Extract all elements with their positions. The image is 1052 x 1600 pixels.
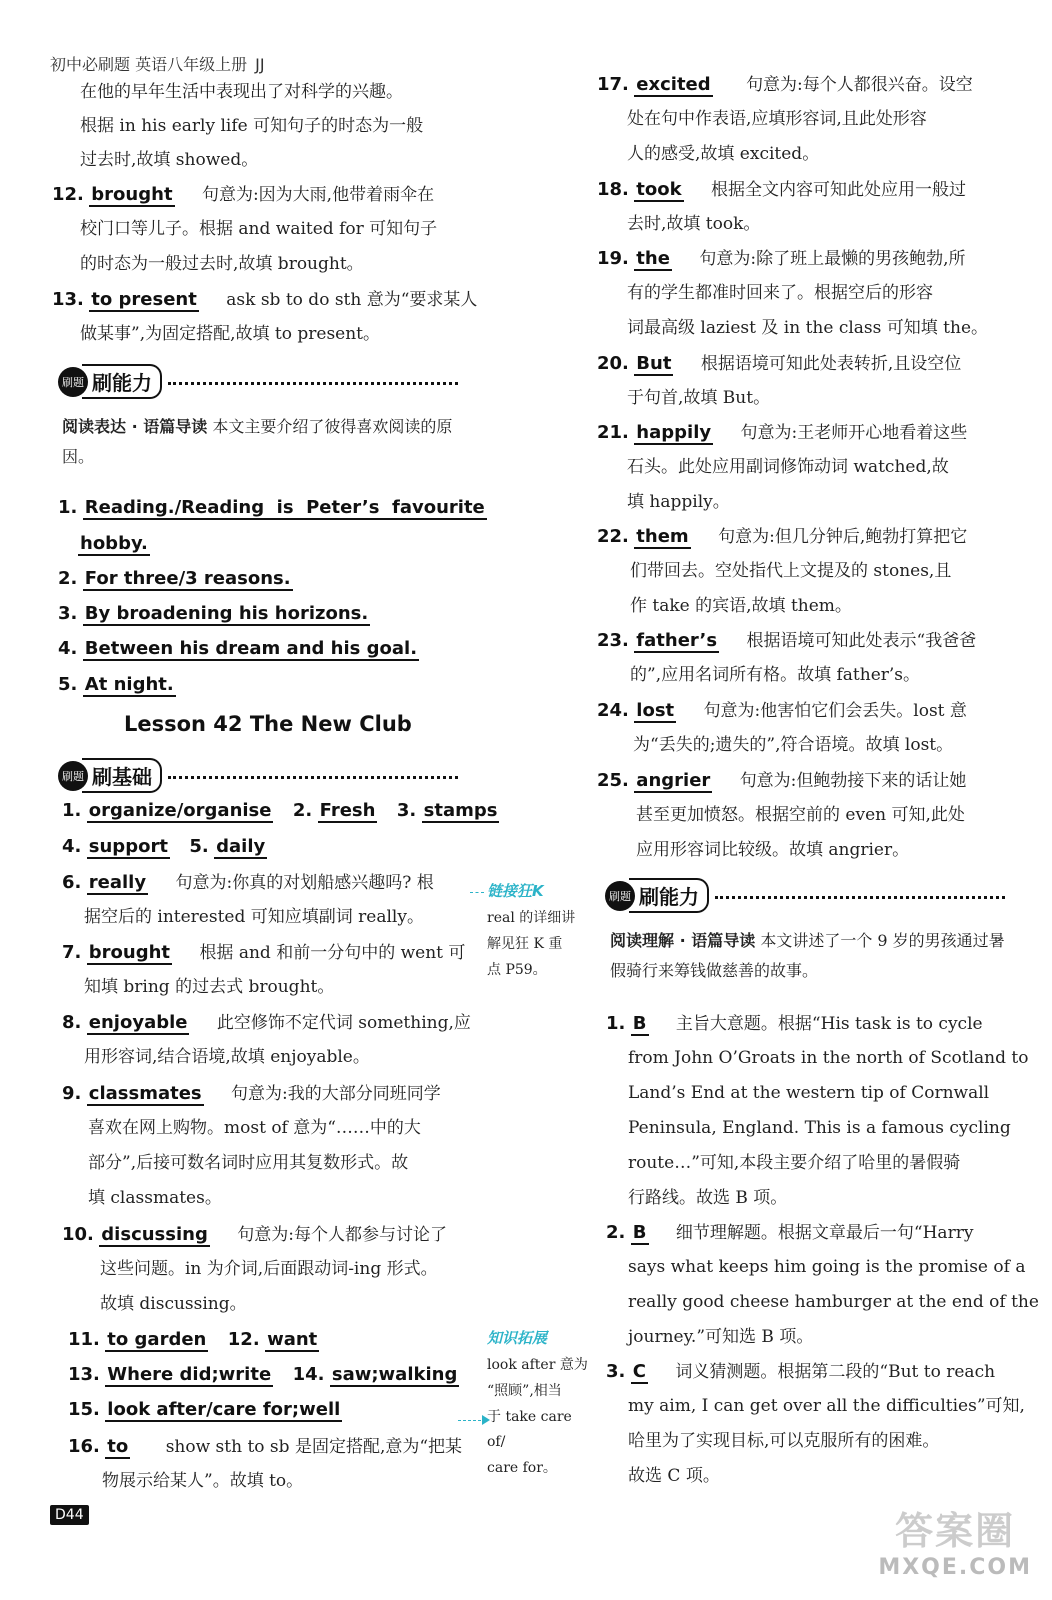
explanation: 的时态为一般过去时,故填 brought。 <box>80 254 364 274</box>
answer-row <box>62 802 499 823</box>
page-number-label: D44 <box>50 1505 89 1525</box>
continuation-line: 根据 in his early life 可知句子的时态为一般 <box>80 116 424 136</box>
explanation: 根据全文内容可知此处应用一般过 <box>711 180 967 200</box>
answer-text: to garden <box>107 1329 207 1350</box>
explanation: 细节理解题。根据文章最后一句“Harry <box>675 1223 974 1243</box>
section-heading-ability <box>605 878 1005 913</box>
answer-text: brought <box>88 942 171 963</box>
guide-prefix: 阅读理解 · 语篇导读 <box>610 931 756 950</box>
answer-item <box>606 1224 973 1245</box>
answer-text: Fresh <box>319 800 376 821</box>
explanation: 句意为:但鲍勃接下来的话让她 <box>739 771 967 791</box>
answer-text: want <box>267 1329 318 1350</box>
item-number: 3. <box>606 1361 626 1382</box>
answer-item <box>597 76 973 97</box>
explanation: 词义猜测题。根据第二段的“But to reach <box>675 1362 996 1382</box>
answer-item <box>58 570 293 591</box>
item-number: 13. <box>68 1364 100 1385</box>
item-number: 17. <box>597 74 629 95</box>
item-number: 5. <box>189 836 209 857</box>
side-note-extension <box>487 1325 592 1482</box>
answer-item <box>597 181 966 202</box>
item-number: 10. <box>62 1224 94 1245</box>
guide-text: 本文讲述了一个 9 岁的男孩通过暑假骑行来筹钱做慈善的故事。 <box>610 931 1005 981</box>
explanation: 为“丢失的;遗失的”,符合语境。故填 lost。 <box>633 735 954 755</box>
answer-item <box>597 772 966 793</box>
section-label: 刷能力 <box>82 364 162 399</box>
answer-item <box>62 1014 471 1035</box>
page-number <box>50 1505 89 1525</box>
answer-text: look after/care for;well <box>107 1399 341 1420</box>
pencil-book-icon: 刷题 <box>58 367 88 397</box>
explanation: show sth to sb 是固定搭配,意为“把某 <box>165 1437 463 1457</box>
answer-item <box>597 355 961 376</box>
explanation: 哈里为了实现目标,可以克服所有的困难。 <box>628 1431 940 1451</box>
explanation: 句意为:我的大部分同班同学 <box>231 1084 441 1104</box>
item-number: 15. <box>68 1399 100 1420</box>
answer-text: Where did;write <box>107 1364 272 1385</box>
guide-prefix: 阅读表达 · 语篇导读 <box>62 417 208 436</box>
answer-text: father’s <box>636 630 718 651</box>
item-number: 23. <box>597 630 629 651</box>
section-heading-ability <box>58 364 458 399</box>
explanation: 甚至更加愤怒。根据空前的 even 可知,此处 <box>636 805 965 825</box>
explanation: 去时,故填 took。 <box>627 214 761 234</box>
item-number: 1. <box>58 497 78 518</box>
explanation: 校门口等儿子。根据 and waited for 可知句子 <box>80 219 438 239</box>
answer-item <box>597 528 967 549</box>
item-number: 3. <box>58 603 78 624</box>
answer-text: By broadening his horizons. <box>84 603 369 624</box>
note-line: real 的详细讲 <box>487 909 576 926</box>
item-number: 24. <box>597 700 629 721</box>
item-number: 13. <box>52 289 84 310</box>
item-number: 6. <box>62 872 82 893</box>
answer-item <box>62 1085 441 1106</box>
answer-text: excited <box>636 74 711 95</box>
guide-text: 本文主要介绍了彼得喜欢阅读的原因。 <box>62 417 453 467</box>
item-number: 11. <box>68 1329 100 1350</box>
explanation: 的”,应用名词所有格。故填 father’s。 <box>630 665 921 685</box>
explanation: 句意为:因为大雨,他带着雨伞在 <box>201 185 435 205</box>
answer-text: lost <box>636 700 675 721</box>
section-badge <box>605 878 709 913</box>
answer-text: hobby. <box>80 533 148 554</box>
section-label: 刷基础 <box>82 758 162 793</box>
answer-item <box>597 250 965 271</box>
answer-row <box>68 1401 342 1422</box>
dotted-divider <box>168 776 458 779</box>
answer-row <box>68 1331 319 1352</box>
explanation: 主旨大意题。根据“His task is to cycle <box>675 1014 983 1034</box>
watermark-logo: 答案圈 <box>895 1509 1016 1553</box>
item-number: 5. <box>58 674 78 695</box>
answer-text: classmates <box>88 1083 202 1104</box>
answer-item <box>68 1438 462 1459</box>
item-number: 3. <box>396 800 417 821</box>
header-edition: JJ <box>255 55 265 74</box>
answer-text: took <box>636 179 682 200</box>
continuation-line: 在他的早年生活中表现出了对科学的兴趣。 <box>80 82 403 102</box>
answer-text: For three/3 reasons. <box>84 568 291 589</box>
dotted-divider <box>168 382 458 385</box>
answer-text: to present <box>91 289 197 310</box>
explanation: 人的感受,故填 excited。 <box>627 144 820 164</box>
answer-text: discussing <box>101 1224 208 1245</box>
answer-text: enjoyable <box>88 1012 188 1033</box>
note-line: 解见狂 K 重 <box>487 935 563 952</box>
answer-text: At night. <box>84 674 174 695</box>
answer-text: C <box>632 1361 646 1382</box>
item-number: 2. <box>292 800 313 821</box>
explanation: 根据 and 和前一分句中的 went 可 <box>199 943 466 963</box>
explanation: really good cheese hamburger at the end of the <box>628 1292 1039 1312</box>
answer-item <box>78 535 150 556</box>
answer-text: organize/organise <box>88 800 272 821</box>
section-label: 刷能力 <box>629 878 709 913</box>
note-title: 链接狂K <box>487 882 544 900</box>
side-note-link <box>487 878 592 983</box>
explanation: 故填 discussing。 <box>100 1294 247 1314</box>
item-number: 12. <box>227 1329 260 1350</box>
note-line: “照顾”,相当 <box>487 1382 562 1399</box>
explanation: 部分”,后接可数名词时应用其复数形式。故 <box>88 1153 409 1173</box>
explanation: 句意为:但几分钟后,鲍勃打算把它 <box>718 527 968 547</box>
answer-item <box>62 944 465 965</box>
explanation: 填 classmates。 <box>88 1188 222 1208</box>
explanation: 们带回去。空处指代上文提及的 stones,且 <box>630 561 952 581</box>
item-number: 12. <box>52 184 84 205</box>
explanation: Land’s End at the western tip of Cornwall <box>628 1083 990 1103</box>
explanation: 石头。此处应用副词修饰动词 watched,故 <box>627 457 949 477</box>
item-number: 14. <box>292 1364 325 1385</box>
explanation: 行路线。故选 B 项。 <box>628 1188 788 1208</box>
explanation: 句意为:除了班上最懒的男孩鲍勃,所 <box>699 249 966 269</box>
page-header <box>50 52 265 75</box>
note-line: 点 P59。 <box>487 961 547 978</box>
explanation: 做某事”,为固定搭配,故填 to present。 <box>80 324 381 344</box>
answer-text: happily <box>636 422 712 443</box>
explanation: 物展示给某人”。故填 to。 <box>102 1471 304 1491</box>
item-number: 25. <box>597 770 629 791</box>
answer-item <box>58 499 487 520</box>
note-line: care for。 <box>487 1460 557 1477</box>
answer-text: support <box>88 836 168 857</box>
answer-item <box>62 874 434 895</box>
section-heading-basics <box>58 758 458 793</box>
item-number: 2. <box>58 568 78 589</box>
lesson-title: Lesson 42 The New Club <box>124 712 412 736</box>
explanation: 句意为:每个人都很兴奋。设空 <box>746 75 973 95</box>
explanation: 句意为:你真的对划船感兴趣吗? 根 <box>175 873 434 893</box>
watermark-url: MXQE.COM <box>878 1555 1032 1580</box>
item-number: 16. <box>68 1436 100 1457</box>
explanation: 句意为:每个人都参与讨论了 <box>237 1225 447 1245</box>
note-line: look after 意为 <box>487 1356 588 1373</box>
explanation: 据空后的 interested 可知应填副词 really。 <box>84 907 424 927</box>
note-connector <box>470 892 484 893</box>
explanation: 词最高级 laziest 及 in the class 可知填 the。 <box>627 318 989 338</box>
explanation: journey.”可知选 B 项。 <box>628 1327 814 1347</box>
explanation: 根据语境可知此处表转折,且设空位 <box>700 354 962 374</box>
pencil-book-icon: 刷题 <box>605 881 635 911</box>
answer-row <box>68 1366 459 1387</box>
explanation: 用形容词,结合语境,故填 enjoyable。 <box>84 1047 370 1067</box>
item-number: 20. <box>597 353 629 374</box>
answer-item <box>58 640 419 661</box>
answer-text: But <box>636 353 672 374</box>
item-number: 4. <box>62 836 82 857</box>
answer-item <box>58 676 176 697</box>
answer-text: brought <box>91 184 173 205</box>
explanation: 填 happily。 <box>627 492 730 512</box>
explanation: Peninsula, England. This is a famous cycling <box>628 1118 1011 1138</box>
explanation: 喜欢在网上购物。most of 意为“……中的大 <box>88 1118 421 1138</box>
item-number: 18. <box>597 179 629 200</box>
answer-text: them <box>636 526 689 547</box>
explanation: 作 take 的宾语,故填 them。 <box>630 596 852 616</box>
answer-text: Reading./Reading is Peter’s favourite <box>84 497 485 518</box>
answer-text: Between his dream and his goal. <box>84 638 418 659</box>
explanation: 于句首,故填 But。 <box>627 388 771 408</box>
explanation: 知填 bring 的过去式 brought。 <box>84 977 335 997</box>
explanation: 处在句中作表语,应填形容词,且此处形容 <box>627 109 927 129</box>
item-number: 9. <box>62 1083 82 1104</box>
reading-guide <box>62 412 472 473</box>
answer-item <box>62 1226 447 1247</box>
explanation: ask sb to do sth 意为“要求某人 <box>226 290 478 310</box>
answer-text: B <box>632 1222 647 1243</box>
answer-item <box>597 424 967 445</box>
watermark <box>878 1500 1032 1580</box>
continuation-line: 过去时,故填 showed。 <box>80 150 259 170</box>
item-number: 19. <box>597 248 629 269</box>
explanation: says what keeps him going is the promise of a <box>628 1257 1026 1277</box>
explanation: 应用形容词比较级。故填 angrier。 <box>636 840 910 860</box>
explanation: my aim, I can get over all the difficulties”可知, <box>628 1396 1025 1416</box>
item-number: 22. <box>597 526 629 547</box>
explanation: 此空修饰不定代词 something,应 <box>216 1013 471 1033</box>
answer-item <box>58 605 370 626</box>
item-number: 4. <box>58 638 78 659</box>
note-line: 于 take care of/ <box>487 1408 572 1451</box>
explanation: 有的学生都准时回来了。根据空后的形容 <box>627 283 933 303</box>
item-number: 1. <box>62 800 82 821</box>
answer-item <box>606 1015 983 1036</box>
answer-text: angrier <box>636 770 711 791</box>
section-badge <box>58 758 162 793</box>
answer-item <box>597 632 976 653</box>
answer-text: to <box>107 1436 129 1457</box>
note-title: 知识拓展 <box>487 1329 548 1347</box>
answer-item <box>606 1363 995 1384</box>
answer-item <box>52 186 434 207</box>
answer-text: the <box>636 248 670 269</box>
answer-text: daily <box>216 836 266 857</box>
answer-text: stamps <box>423 800 498 821</box>
answer-text: really <box>88 872 147 893</box>
explanation: 这些问题。in 为介词,后面跟动词-ing 形式。 <box>100 1259 438 1279</box>
answer-item <box>52 291 477 312</box>
item-number: 2. <box>606 1222 626 1243</box>
section-badge <box>58 364 162 399</box>
item-number: 21. <box>597 422 629 443</box>
explanation: 根据语境可知此处表示“我爸爸 <box>746 631 977 651</box>
dotted-divider <box>715 896 1005 899</box>
answer-item <box>597 702 967 723</box>
reading-guide <box>610 926 1020 987</box>
explanation: 句意为:他害怕它们会丢失。lost 意 <box>703 701 967 721</box>
explanation: 故选 C 项。 <box>628 1466 720 1486</box>
pencil-book-icon: 刷题 <box>58 761 88 791</box>
answer-row <box>62 838 267 859</box>
item-number: 7. <box>62 942 82 963</box>
answer-text: saw;walking <box>331 1364 458 1385</box>
explanation: 句意为:王老师开心地看着这些 <box>740 423 968 443</box>
answer-text: B <box>632 1013 647 1034</box>
explanation: from John O’Groats in the north of Scotland to <box>628 1048 1029 1068</box>
explanation: route…”可知,本段主要介绍了哈里的暑假骑 <box>628 1153 961 1173</box>
item-number: 1. <box>606 1013 626 1034</box>
item-number: 8. <box>62 1012 82 1033</box>
header-title: 初中必刷题 英语八年级上册 <box>50 55 248 74</box>
